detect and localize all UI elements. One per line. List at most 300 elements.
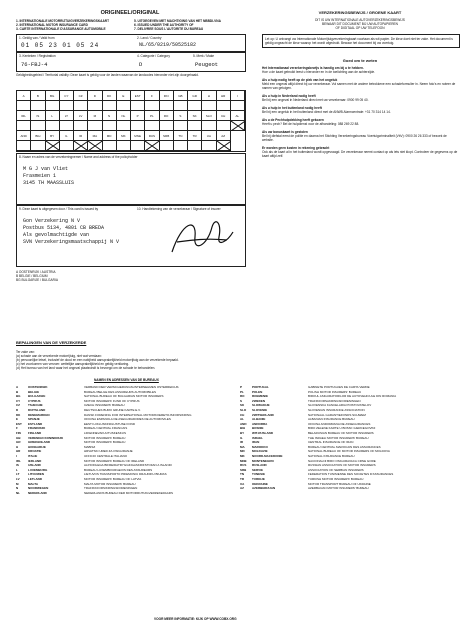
country-box bbox=[103, 141, 117, 151]
info-item bbox=[262, 130, 458, 142]
category-label: 4. Categorie / Category bbox=[137, 54, 170, 58]
bureau-code: E bbox=[16, 417, 19, 422]
condition-3: (b) persoonlijke letsel, inclusief de dood en een nabijheid aansprakelijkheid motorrijtuig aan de verzekerde bepaald. bbox=[16, 358, 179, 362]
insurer-box bbox=[16, 205, 246, 267]
make-label: 5. Merk / Make bbox=[193, 54, 215, 58]
bureau-org: SLOVENIAN INSURANCE ASSOCIATION bbox=[308, 408, 365, 412]
country-box bbox=[31, 101, 45, 111]
country-box bbox=[88, 121, 102, 131]
bureau-org: DEUTSCHES BURO GRUNE KARTE E.V. bbox=[84, 408, 141, 412]
bureau-org: NACIONALNI BIRO OSIGURAVACA CRNE GORE bbox=[308, 458, 376, 463]
country-box bbox=[60, 101, 74, 111]
bureau-org: MOTOR TRANSPORT BUREAU OF UKRAINE bbox=[308, 481, 371, 486]
country-code: BIH bbox=[31, 131, 45, 141]
bureau-org: MOTOR INSURERS' BUREAU bbox=[84, 440, 126, 445]
info-item-title: Als u hulp nodig heeft op de plek van het ongeluk bbox=[262, 78, 338, 82]
bureau-code: AND bbox=[240, 421, 247, 426]
country-box bbox=[31, 121, 45, 131]
country-code: AND bbox=[17, 131, 31, 141]
country-code: MD bbox=[103, 131, 117, 141]
signature-icon bbox=[167, 212, 237, 262]
bureau-code: TN bbox=[240, 472, 244, 477]
bureau-country: ITALIE bbox=[28, 454, 38, 458]
bureau-code: CZ bbox=[16, 403, 20, 408]
bureau-org: ALBANIAN INSURANCE BUREAU bbox=[308, 417, 355, 422]
bureau-country: TURKIJE bbox=[252, 477, 265, 481]
country-box bbox=[60, 141, 74, 151]
bureau-country: TUNESIE bbox=[252, 472, 266, 477]
bottom-footer: VOOR MEER INFORMATIE: KIJK OP WWW.COBX.ORG bbox=[154, 617, 237, 621]
explanation-intro bbox=[258, 18, 462, 30]
bureau-code: M bbox=[16, 481, 19, 486]
bureau-code: BG bbox=[16, 394, 21, 399]
condition-1: Ter zake van: bbox=[16, 350, 35, 354]
bureau-country: ZWEDEN bbox=[252, 398, 265, 403]
country-box bbox=[145, 101, 159, 111]
crossed-out-country-box bbox=[88, 141, 102, 151]
country-code: GB bbox=[174, 91, 188, 101]
country-box bbox=[17, 101, 31, 111]
country-box bbox=[117, 101, 131, 111]
bureau-country: BELGIE bbox=[28, 389, 40, 394]
bureau-code: H bbox=[16, 444, 19, 449]
bureau-country: AZERBEIDZJAN bbox=[252, 486, 276, 491]
bureau-org: TRAFIKFORSAKRINGSFORENINGEN bbox=[308, 398, 361, 403]
bureau-code: TR bbox=[240, 477, 244, 481]
country-box bbox=[202, 121, 216, 131]
bureau-code: N bbox=[16, 486, 19, 491]
bureau-code: MK bbox=[240, 454, 245, 458]
info-item bbox=[262, 78, 458, 90]
country-code: AL bbox=[231, 111, 245, 121]
bureau-country: HONGARIJE bbox=[28, 444, 46, 449]
bureau-country: FINLAND bbox=[28, 431, 42, 435]
header-right-1: 5. UITGEGEVEN MET MACHTIGING VAN HET NBBDI-VNA bbox=[134, 19, 221, 23]
country-box bbox=[117, 141, 131, 151]
bureau-code: PL bbox=[240, 389, 244, 394]
bureau-org: RUSSIAN ASSOCIATION OF MOTOR INSURERS bbox=[308, 463, 376, 468]
bottom-heading: BEPALINGEN VAN DE VERZEKERDE bbox=[16, 340, 87, 345]
country-box bbox=[131, 101, 145, 111]
insurer-label: 9. Deze kaart is uitgegeven door / This card is issued by bbox=[19, 207, 99, 211]
condition-5: (d) Het bureau van het land waar het ongeval plaatsvindt is bevoegd om de schade te behandelen. bbox=[16, 366, 156, 370]
country-box bbox=[17, 141, 31, 151]
bureau-country: IRAN bbox=[252, 440, 260, 445]
bureau-code: LT bbox=[16, 472, 20, 477]
bureaux-list bbox=[16, 385, 460, 613]
country-box bbox=[74, 101, 88, 111]
country-box bbox=[60, 121, 74, 131]
country-box bbox=[131, 121, 145, 131]
country-code: SRB bbox=[160, 131, 174, 141]
bureau-org: NEDERLANDS BUREAU DER MOTORRIJTUIGVERZEKERAARS bbox=[84, 490, 173, 495]
bureau-country: LITOUWEN bbox=[28, 472, 44, 477]
bureau-country: POLEN bbox=[252, 389, 263, 394]
info-item-body: Meld een ongeval altijd direct bij uw verzekeraar. Vul samen met de andere betrokkene een schadeformulier in. Neem foto's en noteer de namen van getuigen. bbox=[262, 82, 456, 90]
bureau-country: DUITSLAND bbox=[28, 408, 46, 412]
bureau-code: IS bbox=[16, 463, 19, 468]
bureau-org: NATIONAL BUREAU OF BULGARIAN MOTOR INSURERS bbox=[84, 394, 164, 399]
country-code: H bbox=[202, 91, 216, 101]
crossed-out-country-box bbox=[145, 141, 159, 151]
bureau-org: DANSK FORENING FOR INTERNATIONAL MOTORKOERETOJSFORSIKRING bbox=[84, 412, 192, 417]
country-box bbox=[74, 121, 88, 131]
bureau-code: RUS bbox=[240, 463, 247, 468]
info-item-body: Bel bij een ongeval in Nederland direct met uw verzekeraar: 0900 99 05 40. bbox=[262, 98, 369, 102]
bureau-country: IJSLAND bbox=[28, 463, 41, 468]
holder-address bbox=[23, 166, 74, 187]
bureau-org: BUREAU CENTRAL FRANCAIS bbox=[84, 426, 128, 431]
bureau-org: MOTOR INSURERS' BUREAU OF LATVIA bbox=[84, 477, 142, 481]
bureau-org: SLOVENSKA KANCELARIA POISTOVATELOV bbox=[308, 403, 372, 408]
bureau-code: S bbox=[240, 398, 243, 403]
bureau-country: OOSTENRIJK bbox=[28, 385, 48, 389]
crossed-out-country-box bbox=[217, 141, 231, 151]
bureau-code: SRB bbox=[240, 467, 247, 472]
bureau-code: RO bbox=[240, 394, 245, 399]
bureau-country: RUSLAND bbox=[252, 463, 267, 468]
country-code: GR bbox=[188, 91, 202, 101]
card-number: 01 05 23 01 05 24 bbox=[21, 42, 100, 49]
info-item bbox=[262, 118, 458, 126]
bureau-org: HRVATSKI URED ZA OSIGURANJE bbox=[84, 449, 133, 454]
bureau-org: LIETUVOS TRANSPORTO PRIEMONIU DRAUDIKU BIURAS bbox=[84, 472, 167, 477]
bureau-org: BUREAU BELGE DES ASSUREURS AUTOMOBILES bbox=[84, 389, 156, 394]
country-code: N bbox=[103, 111, 117, 121]
bureau-country: WIT-RUSLAND bbox=[252, 431, 273, 435]
make-value: Peugeot bbox=[195, 61, 219, 68]
country-code: E bbox=[117, 91, 131, 101]
crossed-out-country-box bbox=[231, 121, 245, 131]
bureau-country: MAROKKO bbox=[252, 444, 268, 449]
holder-street: Frasmeien 1 bbox=[23, 173, 57, 179]
bureau-org: CENTRAL INSURANCE OF IRAN bbox=[308, 440, 354, 445]
card-footer-codes bbox=[16, 270, 244, 282]
country-code: LT bbox=[60, 111, 74, 121]
country-box bbox=[160, 121, 174, 131]
bureau-org: GABINETE PORTUGUES DE CARTA VERDE bbox=[308, 385, 370, 389]
country-code: M bbox=[88, 111, 102, 121]
country-box bbox=[231, 101, 245, 111]
bureau-code: IRL bbox=[16, 458, 21, 463]
bureau-code: MA bbox=[240, 444, 245, 449]
bureau-code: A bbox=[16, 385, 19, 389]
country-box bbox=[131, 141, 145, 151]
country-code: SLO bbox=[202, 111, 216, 121]
bureau-org: EESTI LIIKLUSKINDLUSTUSE FOND bbox=[84, 421, 136, 426]
bureau-country: OEKRAINE bbox=[252, 481, 268, 486]
bureau-country: VERENIGD KONINKRIJK bbox=[28, 435, 64, 440]
info-item-body: Hoe u de kaart gebruikt leest u hieronder en in de toelichting aan de achterzijde. bbox=[262, 70, 376, 74]
bureau-country: ZWITSERLAND bbox=[252, 412, 274, 417]
insurer-postbus: Postbus 5134, 4801 CB BREDA bbox=[23, 225, 105, 231]
registration-value: 76-FBJ-4 bbox=[21, 61, 48, 68]
bureau-country: NOORWEGEN bbox=[28, 486, 49, 491]
bureau-code: SK bbox=[240, 403, 245, 408]
bureau-code: F bbox=[16, 426, 18, 431]
info-item-body: Ook als de kaart al in het buitenland wordt opgevraagd. De verzekeraar neemt contact op als iets niet klopt. Controleer de gegevens op de kaart altijd zelf. bbox=[262, 150, 458, 158]
bureau-country: SLOWAKIJE bbox=[252, 403, 270, 408]
bureau-org: BIROUL ASIGURATORILOR DE AUTOVEHICULE DIN ROMANIA bbox=[308, 394, 397, 399]
bureau-org: MABISZ bbox=[84, 444, 96, 449]
country-label: 2. Land / Country bbox=[137, 36, 162, 40]
card-header-right bbox=[134, 19, 244, 31]
bureau-org: NATIONAAL GARANTIEFONDS SCHWEIZ bbox=[308, 412, 367, 417]
country-box bbox=[174, 121, 188, 131]
bureau-org: OFICINA ANDORRANA DE ASSEGURANCES bbox=[308, 421, 371, 426]
bureau-code: EST bbox=[16, 421, 22, 426]
section-title: Goed om te weten bbox=[342, 58, 378, 63]
header-left-3: 3. CARTE INTERNATIONALE D'ASSURANCE AUTOMOBILE bbox=[16, 27, 106, 31]
country-box bbox=[46, 121, 60, 131]
bureau-country: TSJECHIE bbox=[28, 403, 43, 408]
country-code: L bbox=[46, 111, 60, 121]
info-item-title: Als uw bonuskaart is gestolen bbox=[262, 130, 308, 134]
bureau-country: ANDORRA bbox=[252, 421, 268, 426]
footer-code-1: A OOSTENRIJK / AUSTRIA bbox=[16, 270, 56, 274]
green-card-form bbox=[14, 10, 246, 328]
bureau-code: BY bbox=[240, 431, 245, 435]
country-box bbox=[217, 121, 231, 131]
bureau-org: BUREAU CENTRAL MAROCAIN DES ASSURANCES bbox=[308, 444, 381, 449]
country-code: HR bbox=[217, 91, 231, 101]
intro-line-2: BEWAAR DIT DOCUMENT BIJ UW AUTOPAPIEREN bbox=[322, 22, 398, 26]
info-item-title: Het Internationaal verzekeringsbewijs is handig om bij u te hebben. bbox=[262, 66, 364, 70]
country-box bbox=[160, 141, 174, 151]
footer-code-2: B BELGIE / BELGIUM bbox=[16, 274, 48, 278]
country-box bbox=[46, 101, 60, 111]
bureau-country: ROEMENIE bbox=[252, 394, 269, 399]
country-box bbox=[145, 121, 159, 131]
bureau-row bbox=[240, 486, 440, 491]
holder-box bbox=[16, 153, 246, 205]
bureau-country: ESTLAND bbox=[28, 421, 43, 426]
country-code: BG bbox=[46, 91, 60, 101]
country-code: LV bbox=[74, 111, 88, 121]
bureau-org: NATIONAL INSURANCE BUREAU bbox=[308, 454, 355, 458]
bureau-code: MNE bbox=[240, 458, 247, 463]
info-item bbox=[262, 146, 458, 158]
bureau-country: LETLAND bbox=[28, 477, 42, 481]
intro-line-3: OF DIGITAAL OP UW TELEFOON bbox=[335, 26, 385, 30]
bureau-country: FRANKRIJK bbox=[28, 426, 46, 431]
country-code: MNE bbox=[131, 131, 145, 141]
bureau-org: NATIONAL BUREAU OF MOTOR INSURERS OF MOLDOVA bbox=[308, 449, 390, 454]
bureau-org: MOTOR INSURERS' BUREAU OF IRELAND bbox=[84, 458, 145, 463]
vehicle-box bbox=[16, 52, 246, 72]
bureau-code: I bbox=[16, 454, 17, 458]
bureau-org: AZERBAIJAN MOTOR INSURERS' BUREAU bbox=[308, 486, 369, 491]
bureau-code: FIN bbox=[16, 431, 21, 435]
country-code: IL bbox=[60, 131, 74, 141]
bureau-code: AZ bbox=[240, 486, 244, 491]
policy-number: NL/65/0219/50525182 bbox=[139, 42, 197, 48]
bureau-country: ISRAEL bbox=[252, 435, 264, 440]
bureau-org: BELARUSIAN BUREAU OF MOTOR INSURERS bbox=[308, 431, 374, 435]
bureau-org: MOTOR INSURERS' FUND OF CYPRUS bbox=[84, 398, 140, 403]
bureau-code: UA bbox=[240, 481, 245, 486]
bureau-code: MD bbox=[240, 449, 245, 454]
bureau-country: NEDERLAND bbox=[28, 490, 47, 495]
country-code: CY bbox=[60, 91, 74, 101]
country-code: UA bbox=[202, 131, 216, 141]
bureau-code: HR bbox=[16, 449, 21, 454]
validity-label: 1. Geldig van / Valid from bbox=[19, 36, 55, 40]
country-box bbox=[103, 121, 117, 131]
bureau-code: NL bbox=[16, 490, 20, 495]
bureau-country: GRIEKENLAND bbox=[28, 440, 51, 445]
country-box bbox=[17, 121, 31, 131]
country-code: P bbox=[131, 111, 145, 121]
bureau-country: KROATIE bbox=[28, 449, 42, 454]
country-code: RUS bbox=[145, 131, 159, 141]
bureau-code: SLO bbox=[240, 408, 247, 412]
holder-city: 3145 TH MAASSLUIS bbox=[23, 180, 75, 186]
bureau-country: DENEMARKEN bbox=[28, 412, 50, 417]
bureau-code: L bbox=[16, 467, 18, 472]
bureau-country: PORTUGAL bbox=[252, 385, 269, 389]
info-item bbox=[262, 94, 458, 102]
explanation-panel bbox=[258, 10, 462, 328]
info-item-title: Als u de Pechhulpdekking heeft gekozen bbox=[262, 118, 324, 122]
country-code: IRL bbox=[17, 111, 31, 121]
country-box bbox=[160, 101, 174, 111]
country-box bbox=[188, 101, 202, 111]
card-title: ORIGINEEL/ORIGINAL bbox=[100, 10, 160, 16]
country-code: IR bbox=[74, 131, 88, 141]
bureau-country: NOORD-MACEDONIE bbox=[252, 454, 283, 458]
bureau-org: THE ISRAELI MOTOR INSURERS' BUREAU bbox=[308, 435, 369, 440]
category-value: D bbox=[139, 61, 143, 68]
bureau-country: IERLAND bbox=[28, 458, 42, 463]
country-code: NL bbox=[117, 111, 131, 121]
bureau-country: MALTA bbox=[28, 481, 39, 486]
bureau-country: CYPRUS bbox=[28, 398, 41, 403]
bureau-org: BIRO ZELENE KARTE U BOSNI I HERCEGOVINI bbox=[308, 426, 376, 431]
holder-name: M G J van Vliet bbox=[23, 166, 69, 172]
bureau-code: GR bbox=[16, 440, 21, 445]
country-code: RO bbox=[160, 111, 174, 121]
bureau-country: BULGARIJE bbox=[28, 394, 46, 399]
card-header-left bbox=[16, 19, 126, 31]
crossed-out-country-box bbox=[74, 141, 88, 151]
bureau-code: AL bbox=[240, 417, 244, 422]
bureau-code: IL bbox=[240, 435, 243, 440]
country-code: EST bbox=[131, 91, 145, 101]
country-code: CZ bbox=[74, 91, 88, 101]
insurer-name: Gon Verzekering N V bbox=[23, 218, 81, 224]
info-item-body: Bel bij diefstal eerst de politie en daarna het Stichting Verzekeringsbureau Voertuigcriminaliteit (VbV): 0900 26 26 333 of bezoek de website. bbox=[262, 134, 447, 142]
registration-label: 3. Kenteken / Registration bbox=[19, 54, 56, 58]
explanation-heading: VERZEKERINGSBEWIJS / GROENE KAART bbox=[318, 10, 402, 15]
country-code: FIN bbox=[160, 91, 174, 101]
bureau-org: MALTA MOTOR INSURERS' BUREAU bbox=[84, 481, 136, 486]
bureau-country: SERVIE bbox=[252, 467, 263, 472]
bureau-org: VERBAND DER VERSICHERUNGSUNTERNEHMEN OSTERREICHS bbox=[84, 385, 179, 389]
country-box bbox=[202, 141, 216, 151]
country-code: B bbox=[31, 91, 45, 101]
country-code: BY bbox=[46, 131, 60, 141]
bureau-country: ALBANIE bbox=[252, 417, 266, 422]
country-code: I bbox=[231, 91, 245, 101]
notice-box: Let op: U ontvangt uw Internationale Motorrijtuigverzekeringkaart voortaan als wit papier. De kleur doet niet ter zake. Het document is geldig ongeacht de kleur waarop het wordt afgedrukt. Bewaar het document bij uw voertuig. bbox=[262, 34, 460, 48]
insurer-proxy: Als gevolmachtigde van bbox=[23, 232, 90, 238]
bureau-code: P bbox=[240, 385, 243, 389]
country-box bbox=[202, 101, 216, 111]
crossed-out-country-box bbox=[46, 141, 60, 151]
bureau-org: POLISH MOTOR INSURERS' BUREAU bbox=[308, 389, 362, 394]
card-number-box bbox=[16, 34, 246, 52]
info-item bbox=[262, 66, 458, 74]
country-code: F bbox=[145, 91, 159, 101]
country-box bbox=[188, 141, 202, 151]
info-item-body: Bel bij een ongeluk in het buitenland direct met de ANWB Alarmcentrale: +31 70 314 14 14. bbox=[262, 110, 391, 114]
country-grid bbox=[16, 90, 246, 152]
bureau-org: FEDERATION TUNISIENNE DES SOCIETES D'ASSURANCES bbox=[308, 472, 394, 477]
country-code: TR bbox=[188, 131, 202, 141]
bottom-section bbox=[14, 340, 462, 626]
bureau-org: ALPJODLEGA BIFREIDATRYGGINGASKRIFSTOFAN A ISLANDI bbox=[84, 463, 172, 468]
conditions bbox=[16, 350, 456, 370]
country-box bbox=[174, 141, 188, 151]
info-item bbox=[262, 106, 458, 114]
info-item-title: Als u hulp in het buitenland nodig heeft bbox=[262, 106, 322, 110]
header-left-1: 1. INTERNATIONALE MOTORRIJTUIGVERZEKERINGSKAART bbox=[16, 19, 110, 23]
bureau-country: BOSNIE bbox=[252, 426, 264, 431]
country-box bbox=[174, 101, 188, 111]
info-item-title: Er worden geen kosten in rekening gebracht bbox=[262, 146, 330, 150]
bureau-org: CZECH INSURERS' BUREAU bbox=[84, 403, 125, 408]
country-box bbox=[88, 101, 102, 111]
bureau-code: BIH bbox=[240, 426, 246, 431]
country-code: IS bbox=[31, 111, 45, 121]
bureau-row bbox=[16, 491, 216, 496]
bureau-org: TURKISH MOTOR INSURERS' BUREAU bbox=[308, 477, 364, 481]
bureau-org: LIIKENNEVAKUUTUSKESKUS bbox=[84, 431, 126, 435]
holder-label: 8. Naam en adres van de verzekeringnemer / Name and address of the policyholder bbox=[19, 155, 138, 159]
bureau-country: MONTENEGRO bbox=[252, 458, 274, 463]
bureau-org: OFICINA ESPANOLA DE ASEGURADORES DE AUTOMOVILES bbox=[84, 417, 171, 422]
header-right-3: 7. DELIVREE SOUS L'AUTORITE DU BUREAU bbox=[134, 27, 204, 31]
bureau-code: GB bbox=[16, 435, 21, 440]
insurer-company: SVN Verzekeringsmaatschappij N V bbox=[23, 239, 120, 245]
bureau-country: LUXEMBURG bbox=[28, 467, 48, 472]
bureau-org: MOTOR INSURERS' BUREAU bbox=[84, 435, 126, 440]
country-box bbox=[217, 101, 231, 111]
country-code: MA bbox=[88, 131, 102, 141]
intro-line-1: DIT IS UW INTERNATIONALE AUTOVERZEKERINGSBEWIJS bbox=[315, 18, 405, 22]
bureau-code: DK bbox=[16, 412, 21, 417]
info-item-body: Heeft u pech? Bel de hulpdienst voor de afhandeling: 088 269 22 88. bbox=[262, 122, 360, 126]
footer-code-3: BG BULGARIJE / BULGARIA bbox=[16, 278, 58, 282]
bureau-code: CY bbox=[16, 398, 21, 403]
territory-text: Geldigheidsgebied / Territorial validity: Deze kaart is geldig voor de landen waarvan de landcodes hieronder niet zijn doorgehaald. bbox=[16, 73, 199, 77]
condition-2: (a) schade aan de verzekerde motorrijtuig, niet wat verstaan: bbox=[16, 354, 102, 358]
bureau-code: IR bbox=[240, 440, 243, 445]
country-code: D bbox=[88, 91, 102, 101]
country-box bbox=[188, 121, 202, 131]
bureaux-title: NAMEN EN ADRESSEN VAN DE BUREAUX bbox=[94, 378, 159, 382]
info-items bbox=[262, 66, 458, 162]
bureau-code: LV bbox=[16, 477, 20, 481]
country-code: MK bbox=[117, 131, 131, 141]
country-code: AZ bbox=[217, 131, 231, 141]
bureau-org: TRAFIKKFORSIKRINGSFORENINGEN bbox=[84, 486, 138, 491]
bureau-code: B bbox=[16, 389, 19, 394]
bureau-country: MOLDAVIE bbox=[252, 449, 268, 454]
bureau-code: D bbox=[16, 408, 19, 412]
condition-4: (c) het voorkomen van vervoer: wettelijke aansprakelijkheid en geldig verklaring. bbox=[16, 362, 130, 366]
